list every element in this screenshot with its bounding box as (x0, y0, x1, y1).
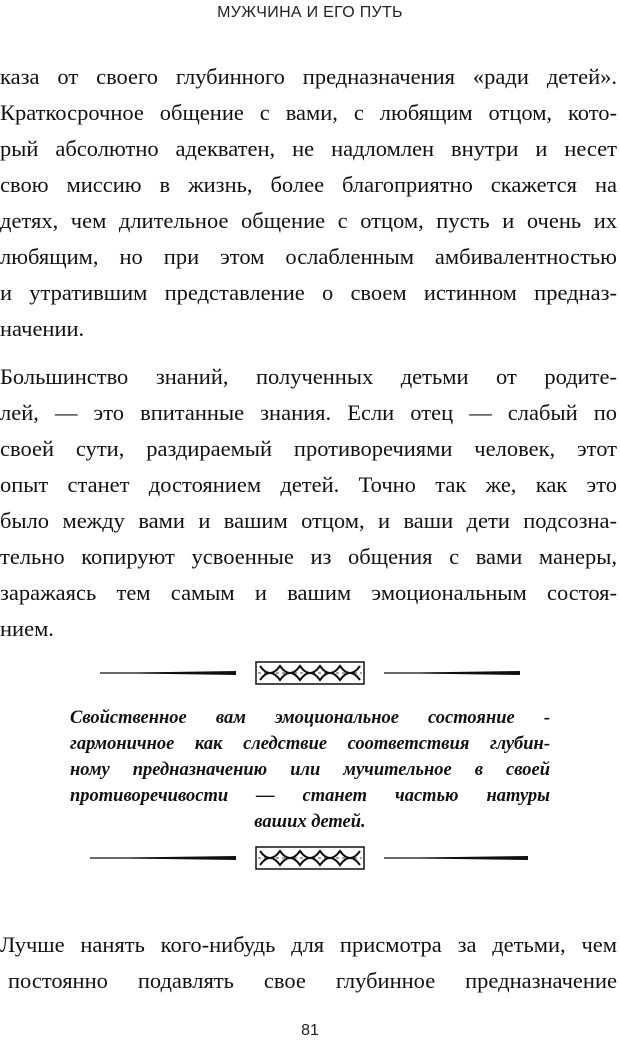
paragraph-line: рый абсолютно адекватен, не надломлен внутри и несет (0, 136, 617, 161)
ornament-rule-right (384, 856, 528, 860)
ornament-divider-bottom (0, 843, 620, 873)
paragraph-line: свою миссию в жизнь, более благоприятно скажется на (0, 172, 617, 197)
paragraph-line: постоянно подавлять свое глубинное предназначение (8, 968, 617, 993)
paragraph-line: начении. (0, 316, 85, 341)
paragraph-line: и утратившим представление о своем истинном предназ- (0, 280, 617, 305)
paragraph-line: любящим, но при этом ослабленным амбивалентностью (0, 244, 617, 269)
quote-line: противоречивости — станет частью натуры (70, 786, 550, 806)
paragraph-line: было между вами и вашим отцом, и ваши дети подсозна- (0, 508, 617, 533)
celtic-knot-icon (256, 847, 364, 869)
paragraph-line: Лучше нанять кого-нибудь для присмотра за детьми, чем (0, 932, 617, 957)
quote-line: гармоничное как следствие соответствия глубин- (70, 734, 550, 754)
paragraph-line: заражаясь тем самым и вашим эмоциональным состоя- (0, 580, 617, 605)
ornament-rule-left (100, 671, 236, 675)
ornament-rule-left (90, 856, 236, 860)
paragraph-line: Большинство знаний, полученных детьми от родите- (0, 364, 617, 389)
ornament-rule-right (384, 671, 520, 675)
quote-line: ваших детей. (254, 812, 366, 832)
ornament-divider-top (0, 658, 620, 688)
quote-line: Свойственное вам эмоциональное состояние - (70, 708, 550, 728)
paragraph-line: нием. (0, 616, 54, 641)
paragraph-line: тельно копируют усвоенные из общения с вами манеры, (0, 544, 617, 569)
running-header: МУЖЧИНА И ЕГО ПУТЬ (217, 4, 403, 21)
paragraph-line: опыт станет достоянием детей. Точно так же, как это (0, 472, 617, 497)
celtic-knot-icon (256, 662, 364, 684)
paragraph-line: детях, чем длительное общение с отцом, пусть и очень их (0, 208, 617, 233)
paragraph-line: своей сути, раздираемый противоречиями человек, этот (0, 436, 617, 461)
page-number: 81 (301, 1022, 319, 1039)
paragraph-line: Краткосрочное общение с вами, с любящим отцом, кото- (0, 100, 617, 125)
quote-line: ному предназначению или мучительное в своей (70, 760, 550, 780)
paragraph-line: каза от своего глубинного предназначения «ради детей». (0, 64, 617, 89)
paragraph-line: лей, — это впитанные знания. Если отец — слабый по (0, 400, 617, 425)
